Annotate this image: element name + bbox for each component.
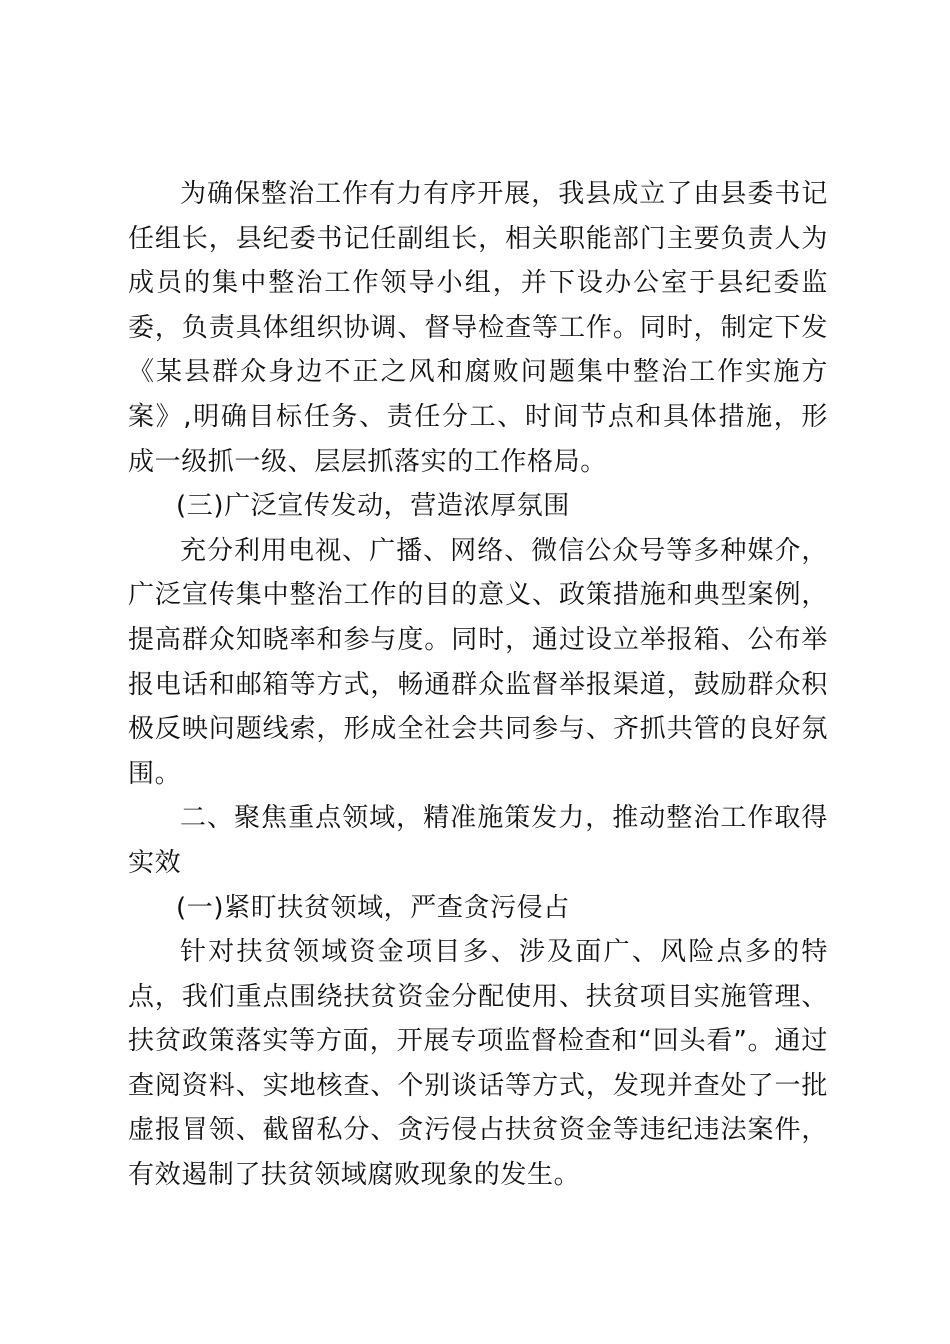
subheading-poverty-alleviation: (一)紧盯扶贫领域，严查贪污侵占 bbox=[176, 892, 570, 923]
section-heading-key-areas: 二、聚焦重点领域，精准施策发力，推动整治工作取得实效 bbox=[128, 803, 828, 878]
subheading-publicity: (三)广泛宣传发动，营造浓厚氛围 bbox=[176, 491, 570, 522]
document-page bbox=[128, 172, 828, 1198]
paragraph-leadership-group: 为确保整治工作有力有序开展，我县成立了由县委书记任组长，县纪委书记任副组长，相关职能部门主要负责人为成员的集中整治工作领导小组，并下设办公室于县纪委监委，负责具体组织协调、督导检查等工作。同时，制定下发《某县群众身边不正之风和腐败问题集中整治工作实施方案》,明确目标任务、责任分工、时间节点和具体措施，形成一级抓一级、层层抓落实的工作格局。 bbox=[128, 179, 828, 477]
paragraph-poverty-alleviation: 针对扶贫领域资金项目多、涉及面广、风险点多的特点，我们重点围绕扶贫资金分配使用、扶贫项目实施管理、扶贫政策落实等方面，开展专项监督检查和“回头看”。通过查阅资料、实地核查、个别谈话等方式，发现并查处了一批虚报冒领、截留私分、贪污侵占扶贫资金等违纪违法案件，有效遏制了扶贫领域腐败现象的发生。 bbox=[128, 937, 828, 1191]
paragraph-publicity: 充分利用电视、广播、网络、微信公众号等多种媒介，广泛宣传集中整治工作的目的意义、政策措施和典型案例，提高群众知晓率和参与度。同时，通过设立举报箱、公布举报电话和邮箱等方式，畅通群众监督举报渠道，鼓励群众积极反映问题线索，形成全社会共同参与、齐抓共管的良好氛围。 bbox=[128, 535, 828, 789]
